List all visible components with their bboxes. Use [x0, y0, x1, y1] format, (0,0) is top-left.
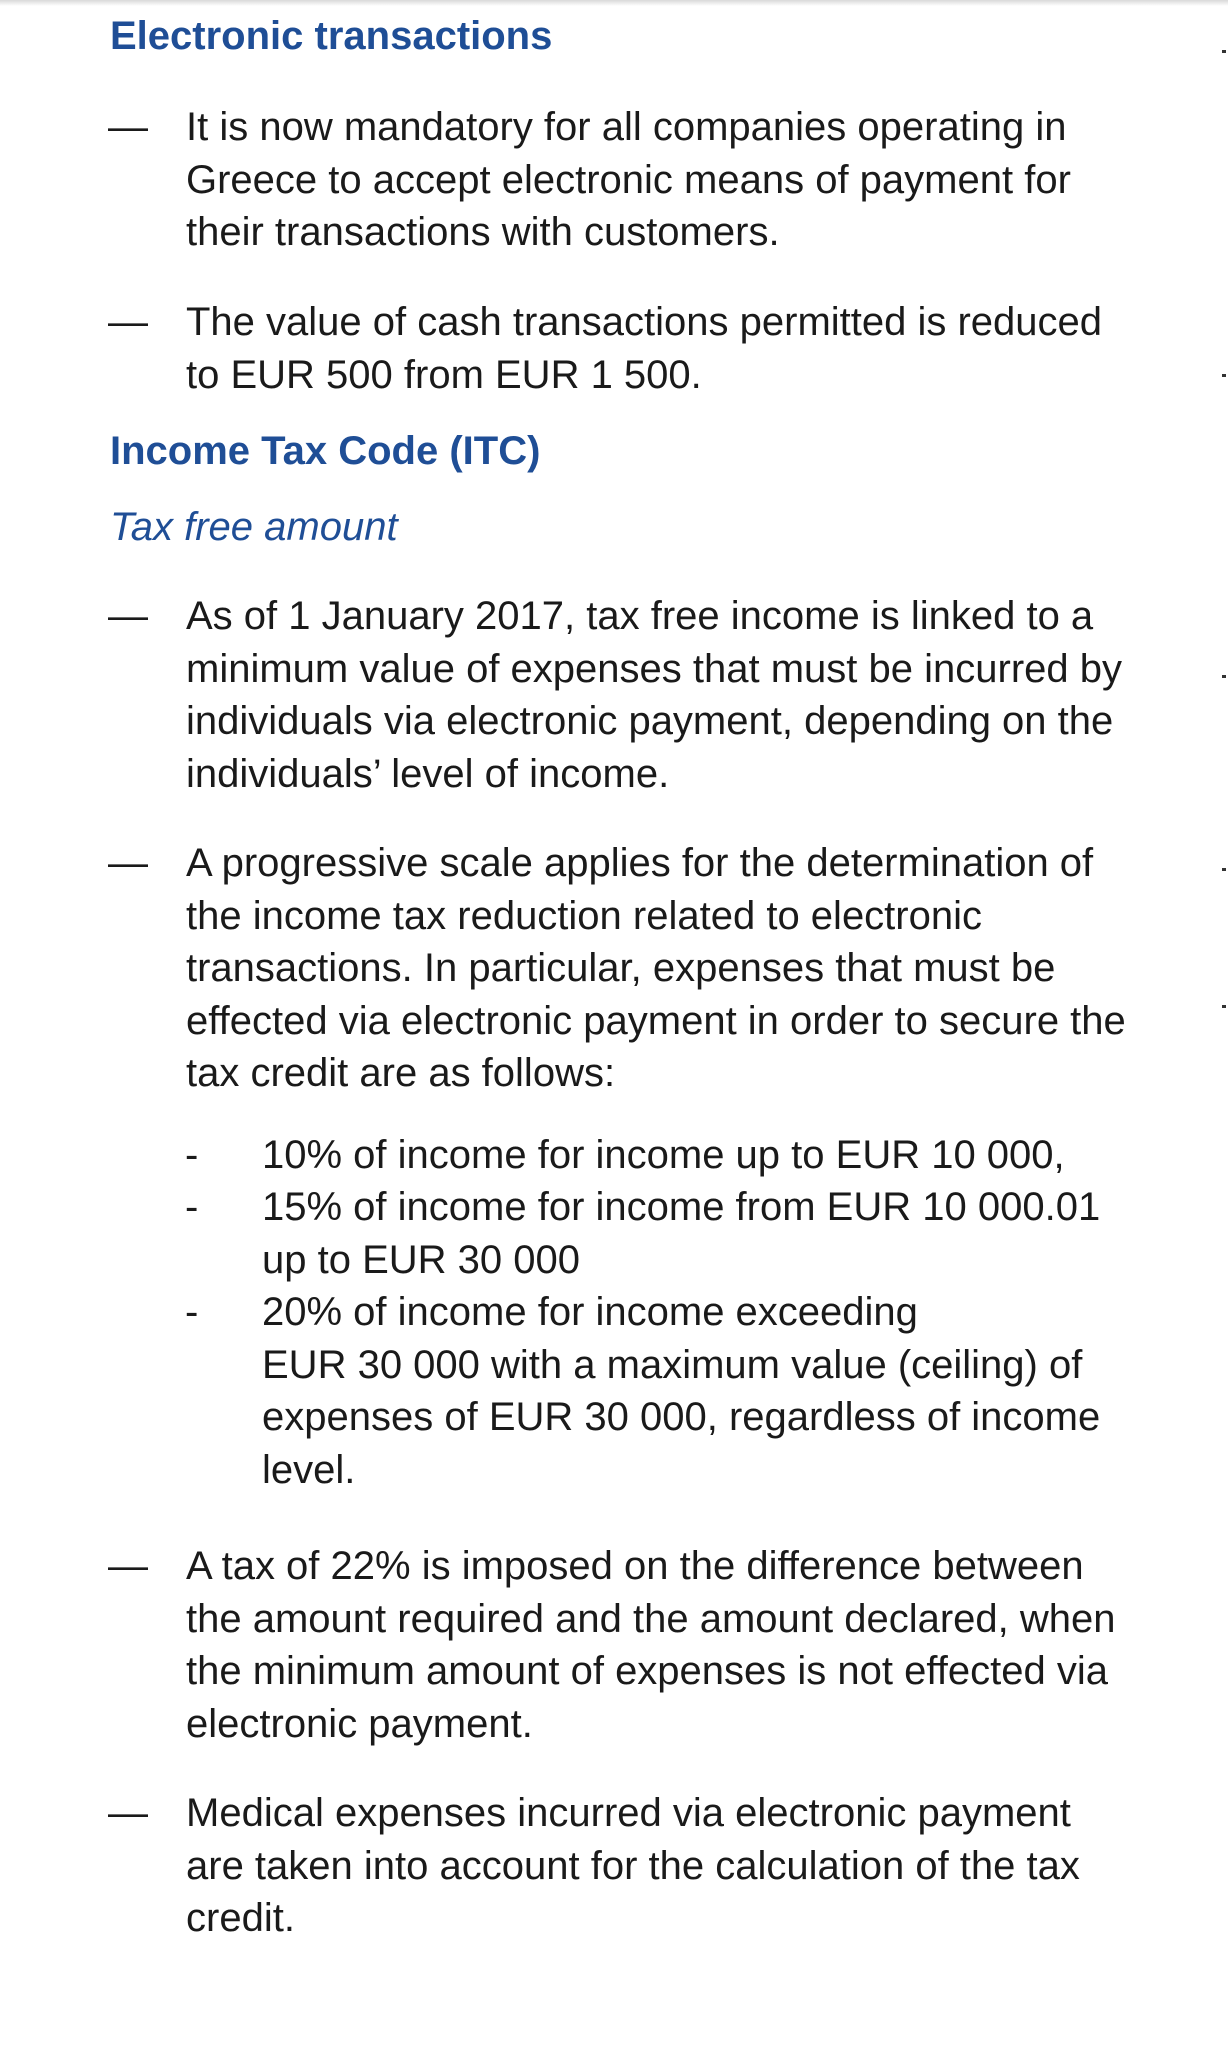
- text-line: The value of cash transactions permitted is reduced: [186, 300, 1103, 344]
- edge-mark: [1222, 50, 1226, 53]
- text-line: individuals via electronic payment, depending on the: [186, 699, 1114, 743]
- text-line: credit.: [186, 1896, 295, 1940]
- list-item-text: [186, 101, 1071, 259]
- dash-bullet: —: [108, 841, 148, 885]
- text-line: EUR 30 000 with a maximum value (ceiling) of: [262, 1342, 1083, 1387]
- text-line: the amount required and the amount declared, when: [186, 1596, 1116, 1641]
- text-line: up to EUR 30 000: [262, 1237, 580, 1282]
- sub-list-item-text: [262, 1181, 1100, 1286]
- text-line: transactions. In particular, expenses that must be: [186, 946, 1056, 990]
- text-line: to EUR 500 from EUR 1 500.: [186, 352, 702, 397]
- list-item-text: [186, 837, 1126, 1100]
- dash-bullet: —: [108, 300, 148, 344]
- text-line: 15% of income for income from EUR 10 000.01: [262, 1185, 1101, 1229]
- list-item-text: [186, 296, 1102, 401]
- text-line: As of 1 January 2017, tax free income is linked to a: [186, 594, 1094, 638]
- text-line: minimum value of expenses that must be incurred by: [186, 646, 1122, 691]
- list-item-text: [186, 1787, 1080, 1945]
- hyphen-bullet: -: [185, 1290, 199, 1334]
- dash-bullet: —: [108, 1791, 148, 1835]
- sub-list-item-text: [262, 1129, 1065, 1182]
- text-line: are taken into account for the calculation of the tax: [186, 1843, 1080, 1888]
- text-line: A tax of 22% is imposed on the difference between: [186, 1544, 1084, 1588]
- text-line: the minimum amount of expenses is not effected via: [186, 1649, 1108, 1693]
- text-line: Medical expenses incurred via electronic payment: [186, 1791, 1071, 1835]
- text-line: Greece to accept electronic means of payment for: [186, 157, 1071, 202]
- text-line: electronic payment.: [186, 1701, 533, 1746]
- text-line: tax credit are as follows:: [186, 1051, 616, 1095]
- dash-bullet: —: [108, 1544, 148, 1588]
- top-edge-shadow: [0, 0, 1228, 6]
- text-line: A progressive scale applies for the determination of: [186, 841, 1094, 885]
- text-line: their transactions with customers.: [186, 210, 780, 254]
- text-line: effected via electronic payment in order to secure the: [186, 998, 1126, 1043]
- list-item-text: [186, 1540, 1116, 1750]
- text-line: level.: [262, 1447, 356, 1492]
- hyphen-bullet: -: [185, 1133, 199, 1177]
- text-line: It is now mandatory for all companies operating in: [186, 105, 1067, 149]
- dash-bullet: —: [108, 594, 148, 638]
- edge-mark: [1222, 1005, 1226, 1008]
- hyphen-bullet: -: [185, 1185, 199, 1229]
- text-line: 10% of income for income up to EUR 10 000,: [262, 1133, 1065, 1177]
- text-line: expenses of EUR 30 000, regardless of income: [262, 1395, 1101, 1439]
- edge-mark: [1222, 675, 1226, 678]
- text-line: the income tax reduction related to electronic: [186, 893, 982, 938]
- text-line: 20% of income for income exceeding: [262, 1290, 918, 1334]
- sub-list-item-text: [262, 1286, 1100, 1496]
- list-item-text: [186, 590, 1122, 800]
- text-line: individuals’ level of income.: [186, 751, 670, 796]
- subsection-heading-tax-free-amount: Tax free amount: [110, 505, 398, 549]
- section-heading-electronic-transactions: Electronic transactions: [110, 14, 553, 58]
- dash-bullet: —: [108, 105, 148, 149]
- section-heading-income-tax-code: Income Tax Code (ITC): [110, 429, 541, 473]
- edge-mark: [1222, 868, 1226, 871]
- edge-mark: [1222, 374, 1226, 377]
